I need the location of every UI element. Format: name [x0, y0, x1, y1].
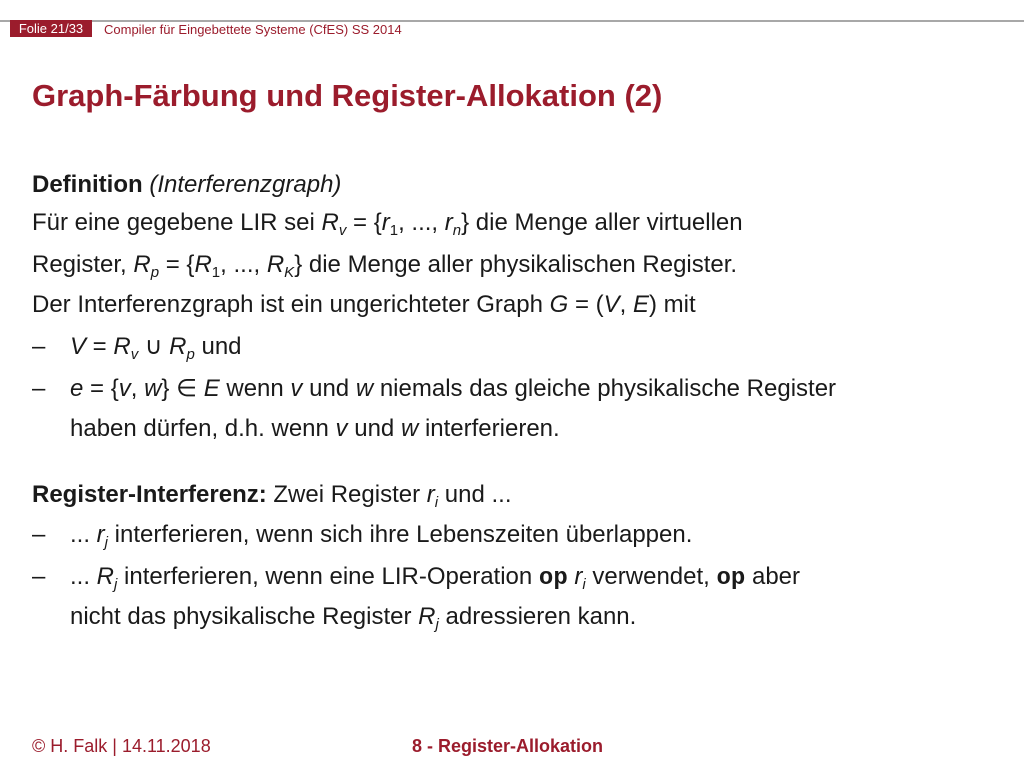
definition-heading: Definition (Interferenzgraph) [32, 171, 342, 198]
bullet-physical-interference: ... $R_j$ interferieren, wenn eine LIR-Operation op $r_i$ verwendet, op aber [70, 563, 800, 593]
definition-line-2: Register, $R_p = \{R_1$, ..., $R_K$} die Menge aller physikalischen Register. [32, 251, 738, 281]
bullet-dash: – [32, 563, 46, 590]
bullet-dash: – [32, 375, 46, 402]
footer-author-date: © H. Falk | 14.11.2018 [32, 736, 211, 756]
definition-line-1: Für eine gegebene LIR sei $R_v = \{r_1$, ..., $r_n$} die Menge aller virtuellen [32, 209, 743, 239]
course-title: Compiler für Eingebettete Systeme (CfES) SS 2014 [104, 22, 402, 37]
register-interference-heading: Register-Interferenz: Zwei Register $r_i$ und ... [32, 481, 512, 511]
bullet-physical-interference-continued: nicht das physikalische Register $R_j$ adressieren kann. [70, 603, 637, 633]
slide-number-badge: Folie 21/33 [10, 20, 92, 37]
slide-title: Graph-Färbung und Register-Allokation (2) [32, 78, 663, 113]
bullet-edges: e = {v, w} ∈ E wenn v und w niemals das gleiche physikalische Register [70, 375, 837, 402]
definition-line-3: Der Interferenzgraph ist ein ungerichteter Graph G = (V, E) mit [32, 291, 696, 318]
bullet-virtual-interference: ... $r_j$ interferieren, wenn sich ihre Lebenszeiten überlappen. [70, 521, 693, 551]
bullet-dash: – [32, 333, 46, 360]
bullet-edges-continued: haben dürfen, d.h. wenn v und w interferieren. [70, 415, 560, 442]
footer-chapter: 8 - Register-Allokation [412, 736, 604, 756]
bullet-vertices: $V = R_v$ ∪ $R_p$ und [70, 333, 242, 363]
bullet-dash: – [32, 521, 46, 548]
